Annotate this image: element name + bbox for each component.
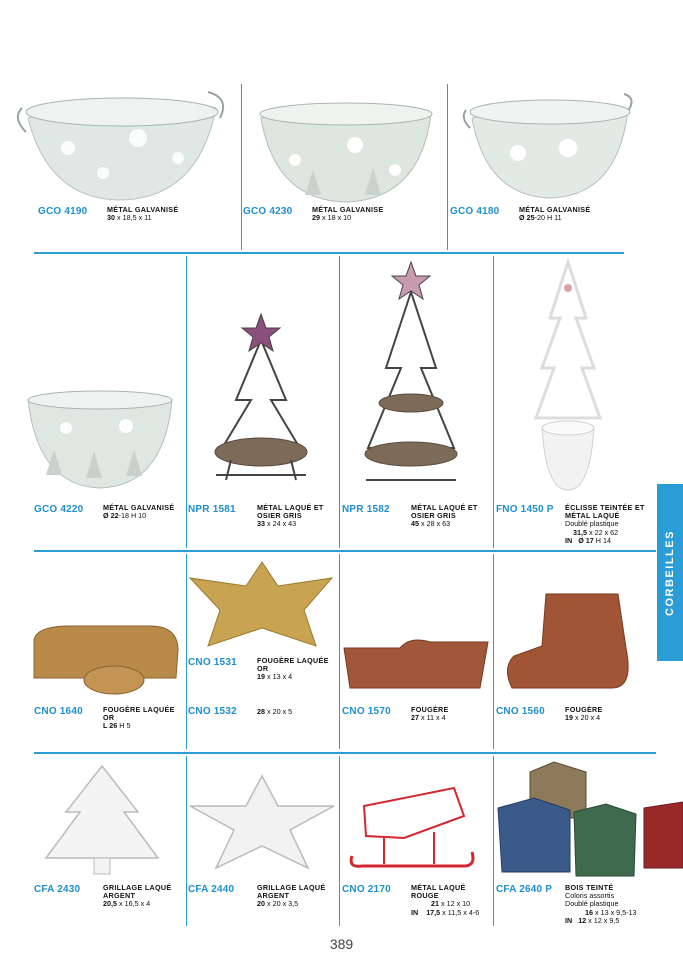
column-divider	[339, 256, 340, 548]
wooden-houses-image	[494, 758, 683, 884]
product-code: CNO 1532	[188, 706, 237, 717]
wicker-tray-image	[30, 618, 180, 700]
row-divider	[34, 550, 656, 552]
product-description: ÉCLISSE TEINTÉE ET MÉTAL LAQUÉ Doublé plastique 31,5 x 22 x 62 IN Ø 17 H 14	[565, 503, 645, 545]
column-divider	[339, 756, 340, 926]
product-code: GCO 4180	[450, 206, 500, 217]
christmas-tree-basket-stand-image	[196, 310, 326, 494]
product-description: BOIS TEINTÉ Coloris assortis Doublé plastique 16 x 13 x 9,5-13 IN 12 x 12 x 9,5	[565, 883, 637, 925]
white-tree-hanging-basket-image	[528, 258, 608, 494]
sleigh-image	[344, 776, 480, 872]
product-description: MÉTAL GALVANISÉ Ø 25-20 H 11	[519, 205, 591, 223]
section-tab	[657, 484, 683, 661]
tree-wire-basket-image	[40, 762, 164, 882]
row-divider	[34, 752, 656, 754]
section-tab-label: CORBEILLES	[664, 529, 676, 616]
christmas-tree-basket-stand-image	[346, 258, 476, 494]
product-description: MÉTAL GALVANISÉ Ø 22-18 H 10	[103, 503, 175, 521]
column-divider	[447, 84, 448, 250]
product-code: CFA 2440	[188, 884, 235, 895]
product-code: CFA 2640 P	[496, 884, 553, 895]
product-description: 28 x 20 x 5	[257, 707, 293, 716]
star-wicker-basket-image	[186, 558, 338, 650]
product-description: MÉTAL LAQUÉ ROUGE 21 x 12 x 10 IN 17,5 x 11,5 x 4-6	[411, 883, 480, 917]
zinc-oval-tub-image	[255, 100, 435, 206]
product-description: MÉTAL GALVANISE 29 x 18 x 10	[312, 205, 384, 223]
boot-wicker-tray-image	[502, 588, 634, 694]
product-description: FOUGÈRE 19 x 20 x 4	[565, 705, 603, 723]
product-description: GRILLAGE LAQUÉ ARGENT 20 x 20 x 3,5	[257, 883, 326, 909]
product-code: CNO 1570	[342, 706, 391, 717]
product-description: MÉTAL GALVANISÉ 30 x 18,5 x 11	[107, 205, 179, 223]
product-code: FNO 1450 P	[496, 504, 554, 515]
product-code: CNO 1560	[496, 706, 545, 717]
star-wire-basket-image	[186, 772, 338, 872]
product-code: GCO 4230	[243, 206, 293, 217]
product-description: FOUGÈRE LAQUÉE OR L 26 H 5	[103, 705, 175, 731]
column-divider	[241, 84, 242, 250]
zinc-oval-tub-image	[8, 78, 236, 204]
product-code: CNO 2170	[342, 884, 391, 895]
product-code: NPR 1582	[342, 504, 390, 515]
column-divider	[493, 256, 494, 548]
wicker-tray-image	[340, 630, 492, 692]
product-code: CNO 1640	[34, 706, 83, 717]
product-code: GCO 4220	[34, 504, 84, 515]
product-description: FOUGÈRE 27 x 11 x 4	[411, 705, 449, 723]
product-code: GCO 4190	[38, 206, 88, 217]
column-divider	[186, 256, 187, 548]
row-divider	[34, 252, 624, 254]
product-code: NPR 1581	[188, 504, 236, 515]
page-number: 389	[329, 936, 354, 952]
product-code: CNO 1531	[188, 657, 237, 668]
zinc-round-tub-image	[458, 88, 638, 202]
product-description: MÉTAL LAQUÉ ET OSIER GRIS 45 x 28 x 63	[411, 503, 478, 529]
column-divider	[493, 554, 494, 749]
product-code: CFA 2430	[34, 884, 81, 895]
product-description: GRILLAGE LAQUÉ ARGENT 20,5 x 16,5 x 4	[103, 883, 172, 909]
product-description: MÉTAL LAQUÉ ET OSIER GRIS 33 x 24 x 43	[257, 503, 324, 529]
product-description: FOUGÈRE LAQUÉE OR 19 x 13 x 4	[257, 656, 329, 682]
zinc-round-tub-image	[26, 390, 174, 490]
